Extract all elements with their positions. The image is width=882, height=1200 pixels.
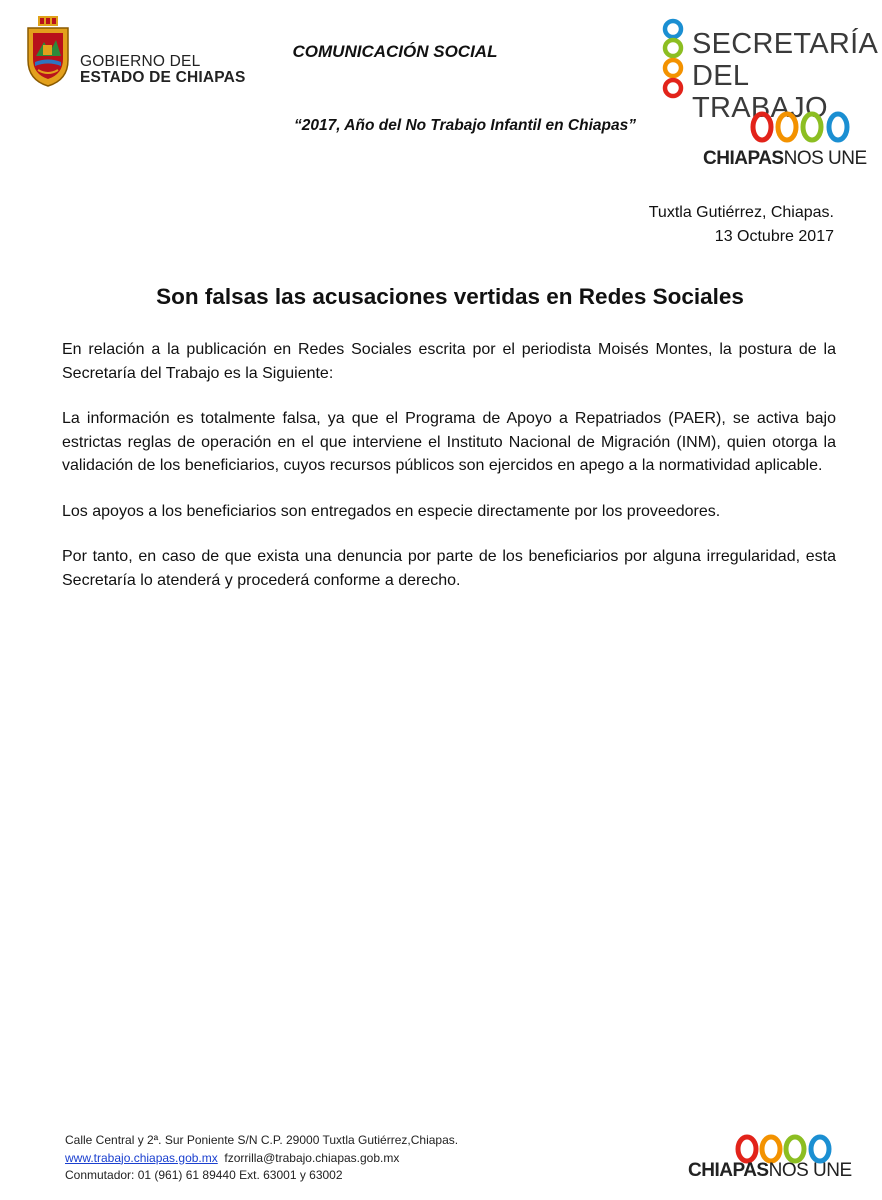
dateline-place: Tuxtla Gutiérrez, Chiapas. [648, 204, 834, 221]
paragraph: En relación a la publicación en Redes Sociales escrita por el periodista Moisés Montes, la postura de la Secretaría del Trabajo es la Siguiente: [62, 341, 836, 382]
motto: “2017, Año del No Trabajo Infantil en Chiapas” [294, 117, 636, 134]
body-text [62, 338, 836, 614]
paragraph: Por tanto, en caso de que exista una denuncia por parte de los beneficiarios por alguna irregularidad, esta Secretaría lo atenderá y procederá conforme a derecho. [62, 548, 836, 589]
footer-contact [65, 1150, 458, 1168]
footer-phone: Conmutador: 01 (961) 61 89440 Ext. 63001 y 63002 [65, 1168, 343, 1182]
secretaria-line1: SECRETARÍA [692, 28, 879, 60]
secretaria-line2: DEL TRABAJO [692, 60, 828, 124]
government-line2: ESTADO DE CHIAPAS [80, 69, 246, 86]
footer-address: Calle Central y 2ª. Sur Poniente S/N C.P. 29000 Tuxtla Gutiérrez,Chiapas. [65, 1133, 459, 1147]
headline: Son falsas las acusaciones vertidas en Redes Sociales [156, 284, 744, 309]
dateline [649, 201, 834, 249]
chiapas-nos-une-text [703, 148, 867, 170]
chiapas-nos-une-text [688, 1160, 852, 1182]
secretaria-circles-logo [660, 18, 686, 102]
paragraph: Los apoyos a los beneficiarios son entregados en especie directamente por los proveedores. [62, 502, 721, 520]
brand-bold: CHIAPAS [703, 148, 784, 169]
brand-light: NOS UNE [783, 148, 867, 169]
paragraph: La información es totalmente falsa, ya que el Programa de Apoyo a Repatriados (PAER), se activa bajo estrictas reglas de operación en el que interviene el Instituto Nacional de Migración (INM), quien otorga la validación de los beneficiarios, cuyos recursos públicos son ejercidos en apego a la normatividad aplicable. [62, 410, 836, 474]
website-link[interactable]: www.trabajo.chiapas.gob.mx [65, 1150, 218, 1165]
footer [65, 1132, 458, 1185]
brand-light: NOS UNE [768, 1160, 852, 1181]
government-line1: GOBIERNO DEL [80, 53, 201, 70]
office-title: COMUNICACIÓN SOCIAL [292, 42, 498, 61]
chiapas-nos-une-logo [750, 110, 852, 144]
dateline-date: 13 Octubre 2017 [714, 228, 834, 245]
footer-email: fzorrilla@trabajo.chiapas.gob.mx [224, 1150, 400, 1165]
brand-bold: CHIAPAS [688, 1160, 769, 1181]
